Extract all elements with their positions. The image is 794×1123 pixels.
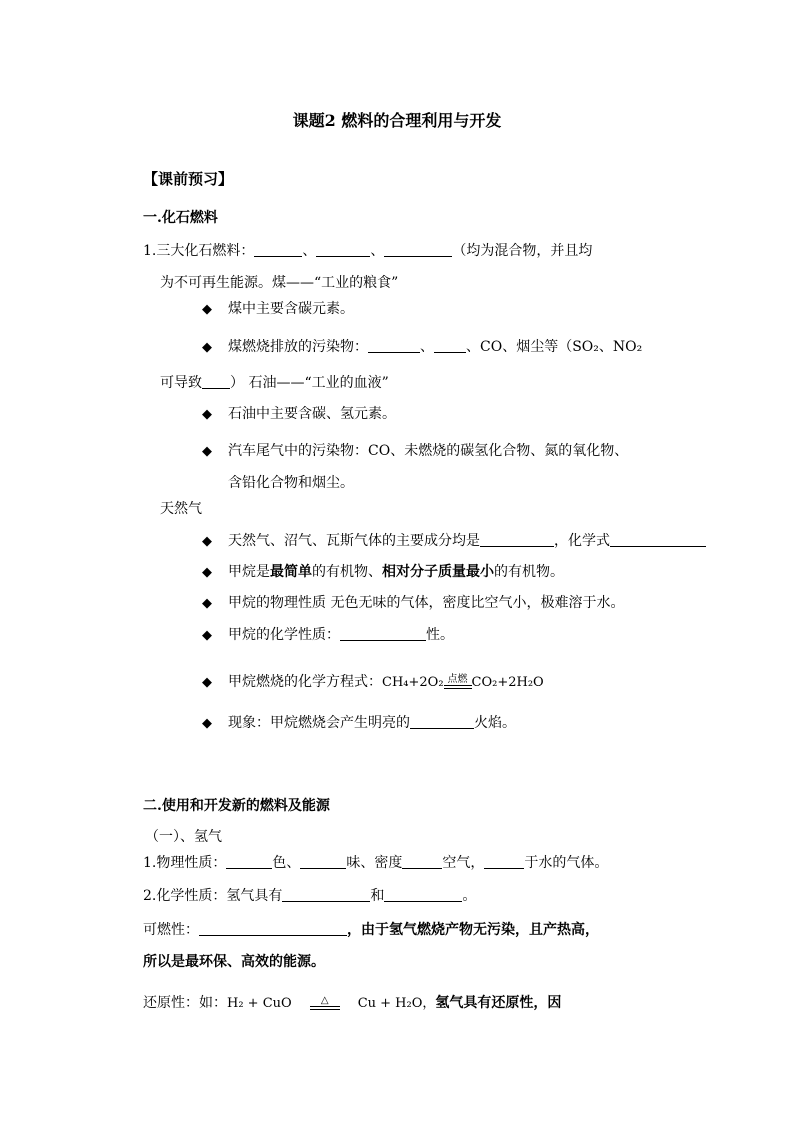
- diamond-bullet-icon: ◆: [202, 675, 212, 690]
- diamond-bullet-icon: ◆: [202, 628, 212, 643]
- blank-methane-name[interactable]: [480, 532, 554, 547]
- blank-methane-formula[interactable]: [610, 532, 706, 547]
- diamond-bullet-icon: ◆: [202, 340, 212, 355]
- blank-solubility[interactable]: [484, 854, 524, 869]
- blank-fuel-3[interactable]: [384, 242, 452, 257]
- blank-chem-property[interactable]: [340, 626, 426, 641]
- blank-combustion-equation[interactable]: [199, 921, 347, 936]
- hydrogen-reducibility: 还原性：如：H₂ + CuO △ Cu + H₂O，氢气具有还原性，因: [143, 995, 562, 1011]
- blank-chem-2[interactable]: [384, 887, 462, 902]
- gas-bullet-5: ◆ 甲烷燃烧的化学方程式：CH₄+2O₂ 点燃 CO₂+2H₂O: [202, 674, 544, 690]
- blank-fuel-1[interactable]: [254, 242, 302, 257]
- page-title: 课题2 燃料的合理利用与开发: [292, 111, 502, 130]
- diamond-bullet-icon: ◆: [202, 444, 212, 459]
- fuels-item-line1: 1.三大化石燃料： 、 、 （均为混合物，并且均: [143, 243, 593, 259]
- fuels-item-line2: 为不可再生能源。煤——“工业的粮食”: [160, 275, 399, 291]
- diamond-bullet-icon: ◆: [202, 302, 212, 317]
- fuels-item-prefix: 1.三大化石燃料：: [143, 243, 255, 259]
- gas-bullet-1: ◆ 天然气、沼气、瓦斯气体的主要成分均是 ，化学式: [202, 530, 706, 550]
- natural-gas-heading: 天然气: [160, 501, 202, 517]
- equation-arrow: 点燃: [444, 675, 472, 689]
- coal-bullet-2-cont: 可导致 ） 石油——“工业的血液”: [160, 375, 389, 391]
- oil-bullet-1: ◆ 石油中主要含碳、氢元素。: [202, 406, 396, 422]
- preview-heading: 【课前预习】: [143, 170, 234, 188]
- blank-acid-rain[interactable]: [202, 374, 230, 389]
- hydrogen-physical: 1.物理性质： 色、 味、密度 空气， 于水的气体。: [143, 855, 609, 871]
- diamond-bullet-icon: ◆: [202, 407, 212, 422]
- gas-bullet-2: ◆ 甲烷是最简单的有机物、相对分子质量最小的有机物。: [202, 564, 564, 580]
- oil-bullet-2-cont: 含铅化合物和烟尘。: [228, 475, 354, 491]
- blank-density[interactable]: [402, 854, 442, 869]
- oil-bullet-2: ◆ 汽车尾气中的污染物：CO、未燃烧的碳氢化合物、氮的氧化物、: [202, 443, 629, 459]
- section1-heading: 一.化石燃料: [143, 210, 218, 226]
- section2-heading: 二.使用和开发新的燃料及能源: [143, 798, 330, 814]
- diamond-bullet-icon: ◆: [202, 534, 212, 549]
- hydrogen-chemical: 2.化学性质：氢气具有 和 。: [143, 888, 477, 904]
- gas-bullet-4: ◆ 甲烷的化学性质： 性。: [202, 627, 454, 643]
- blank-flame-color[interactable]: [410, 714, 474, 729]
- diamond-bullet-icon: ◆: [202, 716, 212, 731]
- diamond-bullet-icon: ◆: [202, 565, 212, 580]
- reduction-arrow: △: [310, 996, 340, 1010]
- coal-bullet-1: ◆ 煤中主要含碳元素。: [202, 301, 354, 317]
- equation-products: CO₂+2H₂O: [471, 675, 544, 690]
- blank-fuel-2[interactable]: [316, 242, 370, 257]
- blank-odor[interactable]: [300, 854, 346, 869]
- diamond-bullet-icon: ◆: [202, 596, 212, 611]
- hydrogen-combustibility: 可燃性： ，由于氢气燃烧产物无污染，且产热高，: [143, 922, 599, 938]
- equation-reactants: CH₄+2O₂: [382, 675, 444, 690]
- hydrogen-combustibility-cont: 所以是最环保、高效的能源。: [143, 954, 325, 970]
- hydrogen-heading: （一）、氢气: [145, 829, 222, 845]
- gas-bullet-6: ◆ 现象：甲烷燃烧会产生明亮的 火焰。: [202, 715, 516, 731]
- blank-chem-1[interactable]: [282, 887, 370, 902]
- gas-bullet-3: ◆ 甲烷的物理性质 无色无味的气体，密度比空气小，极难溶于水。: [202, 595, 625, 611]
- blank-pollutant-2[interactable]: [434, 338, 466, 353]
- reduction-reactants: H₂ + CuO: [227, 996, 292, 1011]
- blank-pollutant-1[interactable]: [368, 338, 420, 353]
- reduction-products: Cu + H₂O，: [357, 996, 436, 1011]
- blank-color[interactable]: [226, 854, 272, 869]
- coal-bullet-2: ◆ 煤燃烧排放的污染物： 、 、CO、烟尘等（SO₂、NO₂: [202, 339, 643, 355]
